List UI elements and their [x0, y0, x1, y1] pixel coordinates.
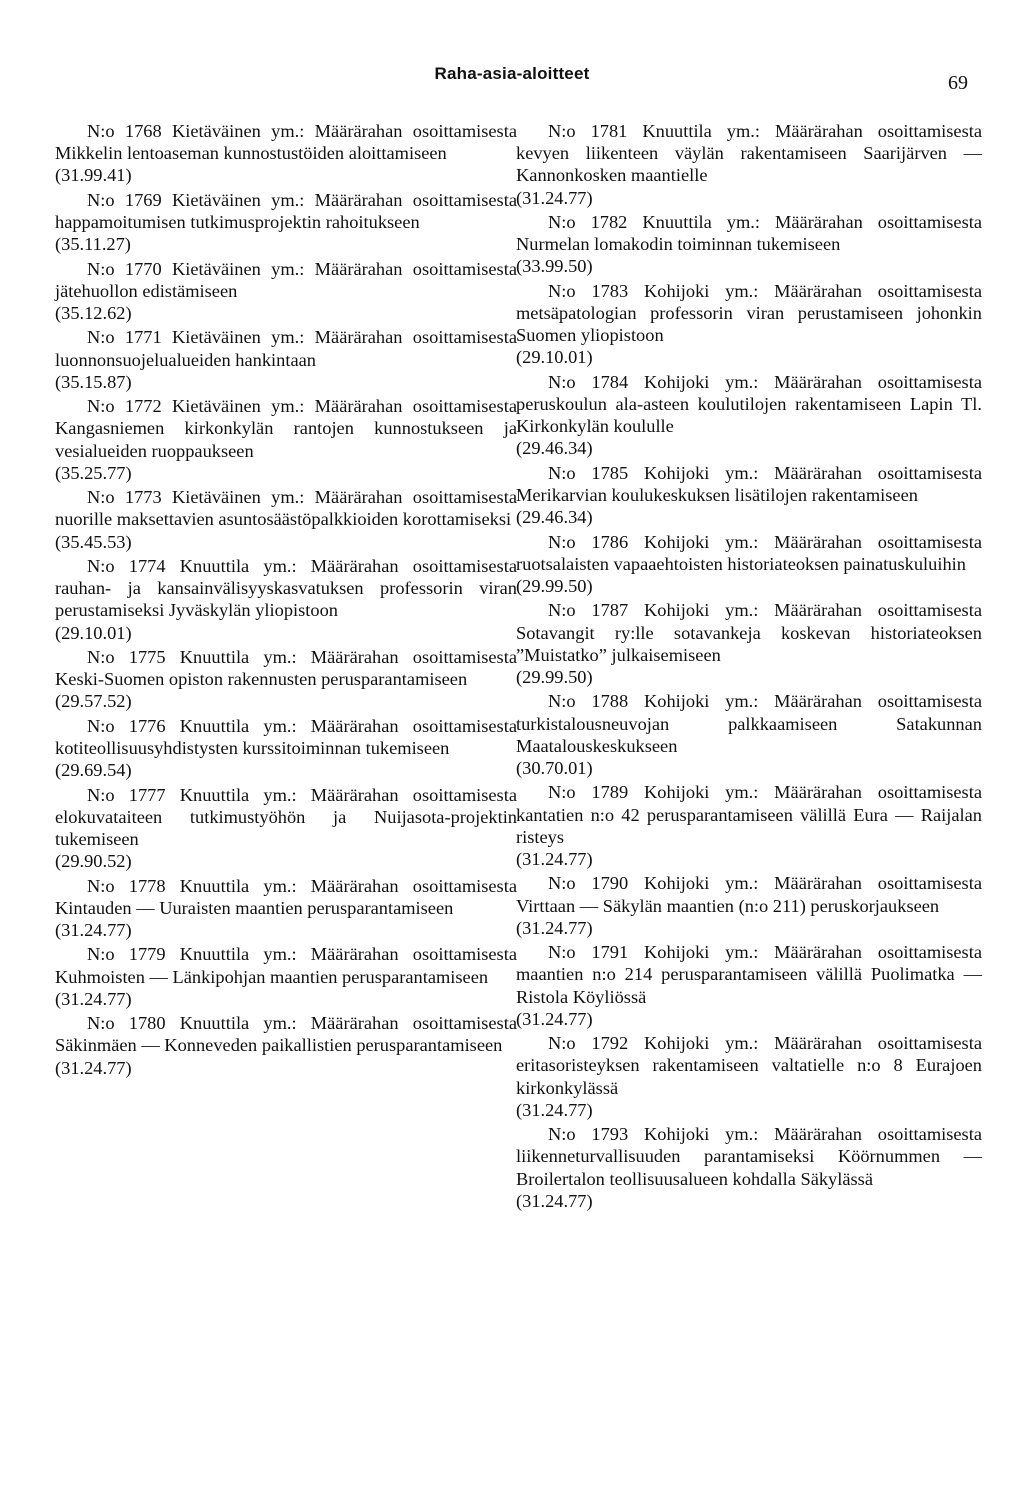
budget-code: (31.24.77) [516, 187, 593, 208]
motion-text: Kohijoki ym.: Määrärahan osoittamisesta metsäpatologian professorin viran perustamiseen johonkin Suomen yliopistoon [516, 280, 982, 346]
motion-entry [55, 943, 517, 1010]
motion-text: Knuuttila ym.: Määrärahan osoittamisesta rauhan- ja kansainvälisyyskasvatuksen professorin viran perustamiseksi Jyväskylän yliopistoon [55, 555, 517, 621]
budget-code: (29.57.52) [55, 691, 132, 712]
motion-number: N:o 1784 [548, 371, 629, 392]
motion-number: N:o 1791 [548, 942, 629, 963]
motion-text: Kohijoki ym.: Määrärahan osoittamisesta liikenneturvallisuuden parantamiseksi Köörnummen — Broilertalon teollisuusalueen kohdalla Säkylässä [516, 1124, 982, 1189]
budget-code: (31.24.77) [516, 1008, 593, 1029]
motion-text: Kohijoki ym.: Määrärahan osoittamisesta Merikarvian koulukeskuksen lisätilojen rakentamiseen [516, 462, 982, 505]
motion-entry [516, 872, 982, 939]
motion-entry [516, 1123, 982, 1212]
motion-text: Knuuttila ym.: Määrärahan osoittamisesta Kuhmoisten — Länkipohjan maantien perusparantamiseen [55, 944, 517, 987]
motion-text: Kohijoki ym.: Määrärahan osoittamisesta Virttaan — Säkylän maantien (n:o 211) peruskorjaukseen [516, 873, 982, 916]
left-column [55, 120, 517, 1081]
budget-code: (29.90.52) [55, 851, 132, 872]
motion-number: N:o 1772 [87, 396, 162, 417]
motion-text: Kietäväinen ym.: Määrärahan osoittamisesta happamoitumisen tutkimusprojektin rahoitukseen [55, 189, 517, 232]
budget-code: (35.15.87) [55, 371, 132, 392]
motion-entry [55, 1012, 517, 1079]
motion-text: Kietäväinen ym.: Määrärahan osoittamisesta nuorille maksettavien asuntosäästöpalkkioiden korottamiseksi [55, 487, 517, 530]
motion-entry [55, 486, 517, 553]
budget-code: (31.24.77) [516, 1190, 593, 1211]
motion-number: N:o 1777 [87, 784, 166, 805]
motion-text: Kohijoki ym.: Määrärahan osoittamisesta Sotavangit ry:lle sotavankeja koskevan historiateoksen ”Muistatko” julkaisemiseen [516, 600, 982, 665]
budget-code: (29.46.34) [516, 438, 593, 459]
motion-text: Knuuttila ym.: Määrärahan osoittamisesta Säkinmäen — Konneveden paikallistien perusparantamiseen [55, 1013, 517, 1056]
budget-code: (35.11.27) [55, 234, 131, 255]
motion-number: N:o 1771 [87, 327, 162, 348]
motion-number: N:o 1793 [548, 1124, 629, 1145]
motion-entry [516, 211, 982, 278]
motion-entry [516, 1032, 982, 1121]
motion-text: Knuuttila ym.: Määrärahan osoittamisesta elokuvataiteen tutkimustyöhön ja Nuijasota-projektin tukemiseen [55, 784, 517, 849]
motion-entry [516, 690, 982, 779]
motion-text: Kietäväinen ym.: Määrärahan osoittamisesta jätehuollon edistämiseen [55, 258, 517, 301]
motion-entry [55, 395, 517, 484]
motion-entry [516, 120, 982, 209]
page-number: 69 [948, 72, 968, 94]
motion-entry [55, 784, 517, 873]
motion-text: Kietäväinen ym.: Määrärahan osoittamisesta Mikkelin lentoaseman kunnostustöiden aloittamiseen [55, 121, 517, 164]
budget-code: (31.24.77) [516, 849, 593, 869]
budget-code: (31.24.77) [516, 917, 593, 938]
motion-entry [516, 531, 982, 598]
motion-entry [55, 646, 517, 713]
budget-code: (29.10.01) [516, 347, 593, 368]
motion-text: Knuuttila ym.: Määrärahan osoittamisesta Nurmelan lomakodin toiminnan tukemiseen [516, 212, 982, 255]
motion-text: Kohijoki ym.: Määrärahan osoittamisesta maantien n:o 214 perusparantamiseen välillä Puolimatka — Ristola Köyliössä [516, 942, 982, 1007]
motion-number: N:o 1769 [87, 189, 162, 210]
budget-code: (35.12.62) [55, 303, 132, 323]
running-header: Raha-asia-aloitteet [434, 64, 590, 83]
motion-entry [516, 941, 982, 1030]
right-column [516, 120, 982, 1214]
motion-number: N:o 1789 [548, 782, 629, 803]
motion-number: N:o 1775 [87, 646, 166, 667]
motion-number: N:o 1782 [548, 212, 628, 232]
motion-entry [516, 371, 982, 460]
budget-code: (31.24.77) [55, 919, 132, 940]
motion-number: N:o 1780 [87, 1013, 166, 1034]
motion-text: Kohijoki ym.: Määrärahan osoittamisesta ruotsalaisten vapaaehtoisten historiateoksen painatuskuluihin [516, 531, 982, 574]
budget-code: (31.99.41) [55, 165, 132, 186]
budget-code: (33.99.50) [516, 256, 593, 277]
motion-number: N:o 1770 [87, 258, 162, 279]
budget-code: (35.25.77) [55, 462, 132, 483]
motion-text: Knuuttila ym.: Määrärahan osoittamisesta Kintauden — Uuraisten maantien perusparantamiseen [55, 875, 517, 918]
motion-entry [55, 875, 517, 942]
motion-entry [55, 189, 517, 256]
motion-entry [516, 462, 982, 529]
motion-entry [516, 781, 982, 870]
budget-code: (31.24.77) [55, 1057, 132, 1078]
motion-entry [55, 555, 517, 644]
motion-text: Knuuttila ym.: Määrärahan osoittamisesta kotiteollisuusyhdistysten kurssitoiminnan tukemiseen [55, 715, 517, 758]
motion-number: N:o 1788 [548, 691, 629, 712]
motion-text: Kietäväinen ym.: Määrärahan osoittamisesta Kangasniemen kirkonkylän rantojen kunnostukseen ja vesialueiden ruoppaukseen [55, 396, 517, 461]
motion-text: Kietäväinen ym.: Määrärahan osoittamisesta luonnonsuojelualueiden hankintaan [55, 327, 517, 370]
motion-text: Knuuttila ym.: Määrärahan osoittamisesta kevyen liikenteen väylän rakentamiseen Saarijärven — Kannonkosken maantielle [516, 121, 982, 186]
motion-entry [55, 715, 517, 782]
budget-code: (29.99.50) [516, 667, 593, 687]
motion-number: N:o 1773 [87, 487, 162, 508]
budget-code: (29.10.01) [55, 622, 132, 643]
budget-code: (29.99.50) [516, 576, 593, 596]
motion-entry [55, 326, 517, 393]
budget-code: (30.70.01) [516, 758, 593, 778]
motion-number: N:o 1787 [548, 600, 629, 621]
motion-text: Kohijoki ym.: Määrärahan osoittamisesta peruskoulun ala-asteen koulutilojen rakentamiseen Lapin Tl. Kirkonkylän koululle [516, 371, 982, 437]
motion-number: N:o 1776 [87, 715, 166, 736]
motion-text: Kohijoki ym.: Määrärahan osoittamisesta eritasoristeyksen rakentamiseen valtatielle n:o 8 Eurajoen kirkonkylässä [516, 1033, 982, 1098]
motion-entry [55, 120, 517, 187]
motion-text: Kohijoki ym.: Määrärahan osoittamisesta turkistalousneuvojan palkkaamiseen Satakunnan Maatalouskeskukseen [516, 691, 982, 756]
motion-number: N:o 1779 [87, 944, 166, 965]
motion-number: N:o 1783 [548, 280, 629, 301]
budget-code: (35.45.53) [55, 531, 132, 552]
budget-code: (29.69.54) [55, 760, 132, 781]
motion-text: Kohijoki ym.: Määrärahan osoittamisesta kantatien n:o 42 perusparantamiseen välillä Eura — Raijalan risteys [516, 782, 982, 847]
budget-code: (29.46.34) [516, 507, 593, 528]
motion-number: N:o 1786 [548, 531, 629, 552]
motion-number: N:o 1790 [548, 873, 629, 894]
motion-number: N:o 1768 [87, 121, 162, 141]
budget-code: (31.24.77) [516, 1099, 593, 1120]
motion-entry [55, 258, 517, 325]
budget-code: (31.24.77) [55, 988, 132, 1009]
motion-entry [516, 599, 982, 688]
motion-number: N:o 1785 [548, 462, 629, 483]
motion-text: Knuuttila ym.: Määrärahan osoittamisesta Keski-Suomen opiston rakennusten perusparantamiseen [55, 646, 517, 690]
motion-number: N:o 1781 [548, 121, 628, 141]
motion-number: N:o 1792 [548, 1033, 629, 1054]
motion-entry [516, 280, 982, 369]
motion-number: N:o 1774 [87, 555, 166, 576]
motion-number: N:o 1778 [87, 875, 166, 896]
